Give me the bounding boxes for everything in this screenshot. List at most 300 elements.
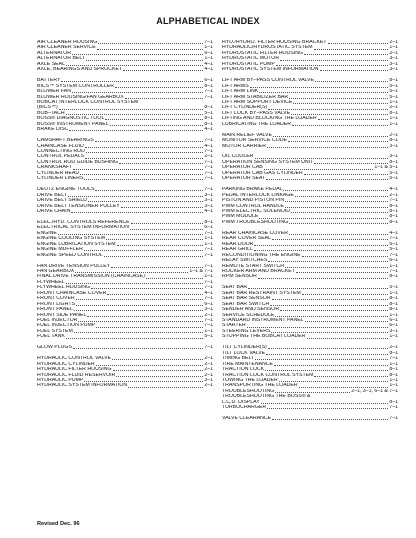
entry-page: 5–1 <box>389 89 398 95</box>
page-title: ALPHABETICAL INDEX <box>156 16 260 26</box>
entry-page: 2–1, 3–1, 6–1 & 7–1 <box>351 388 398 394</box>
entry-page: 7–1 <box>389 356 398 362</box>
dot-leader <box>261 402 389 404</box>
entry-page: 6–1 <box>389 318 398 324</box>
dot-leader <box>76 304 203 306</box>
entry-name: TIMING BELT <box>222 356 255 362</box>
dot-leader <box>280 309 388 311</box>
entry-page: 1–1 & 5–1 <box>374 165 398 171</box>
entry-page: 7–1 <box>204 176 213 182</box>
entry-name: MAIN RELIEF VALVE <box>222 132 272 138</box>
entry-page: 7–1 <box>204 323 213 329</box>
entry-page: 8–1 <box>389 307 398 313</box>
entry-page: 5–1 <box>389 170 398 176</box>
entry-name: MONITOR SERVICE CODE <box>222 138 287 144</box>
dot-leader <box>293 102 388 104</box>
entry-name: SENDER AND SENSOR <box>222 307 280 313</box>
dot-leader <box>302 293 389 295</box>
dot-leader <box>315 80 388 82</box>
dot-leader <box>255 358 388 360</box>
dot-leader <box>95 189 203 191</box>
entry-name: FRONT SIDE PANEL <box>37 312 87 318</box>
entry-name: CRANKSHAFT <box>37 165 73 171</box>
entry-name: CHAINCASE FLUID <box>37 143 84 149</box>
dot-leader <box>72 53 203 55</box>
entry-page: 1–1 <box>389 121 398 127</box>
entry-page: 2–1 <box>389 132 398 138</box>
dot-leader <box>59 108 204 110</box>
dot-leader <box>76 298 204 300</box>
entry-page: 1–1 <box>389 290 398 296</box>
entry-name: MOTOR CARRIER <box>222 143 266 149</box>
entry-name: OPERATOR SEAT <box>222 176 266 182</box>
dot-leader <box>275 391 350 393</box>
dot-leader <box>73 347 203 349</box>
dot-leader <box>128 386 203 388</box>
entry-name: LIFT ARM STABILIZER BAR <box>222 94 289 100</box>
entry-name: OPERATION SENSING SYSTEM UNIT <box>222 159 314 165</box>
entry-page: 3–1 <box>389 143 398 149</box>
entry-page: 8–1 <box>389 350 398 356</box>
dot-leader <box>95 140 204 142</box>
entry-page: 2–1 <box>389 105 398 111</box>
entry-name: DRIVE CHAIN <box>37 209 71 214</box>
entry-name: ALTERNATOR BELT <box>37 56 86 62</box>
dot-leader <box>304 53 388 55</box>
dot-leader <box>85 157 203 159</box>
dot-leader <box>268 260 388 262</box>
entry-page: 5–1 <box>389 83 398 89</box>
dot-leader <box>268 347 389 349</box>
dot-leader <box>285 206 389 208</box>
entry-page: 1–1 <box>389 383 398 389</box>
entry-name: STANDARD INSTRUMENT PANEL <box>222 318 304 324</box>
dot-leader <box>305 320 389 322</box>
entry-name: PWM MODULE <box>222 214 259 220</box>
entry-page: 7–1 <box>389 236 398 242</box>
entry-name: DRIVE BELT SHIELD <box>37 198 87 204</box>
entry-page: 3–1 <box>204 203 213 209</box>
entry-name: CAMSHAFT BEARINGS <box>37 138 94 144</box>
entry-page: 7–1 <box>204 94 213 100</box>
entry-name: FRONT LIGHTS <box>37 301 75 307</box>
entry-page: 4–1 <box>389 187 398 193</box>
dot-leader <box>66 64 203 66</box>
entry-page: 2–1 <box>389 192 398 198</box>
entry-page: 3–1 <box>389 154 398 160</box>
index-column-right <box>222 40 398 422</box>
entry-name: BRAKE DISC <box>37 127 69 133</box>
entry-page: 3–1 <box>204 377 213 383</box>
entry-page: 7–1 <box>204 252 213 258</box>
dot-leader <box>131 222 204 224</box>
dot-leader <box>279 380 389 382</box>
entry-name: BATTERY <box>37 78 61 84</box>
entry-name: BOB–TACH <box>37 110 65 116</box>
entry-page: 5–1 <box>389 176 398 182</box>
entry-page: 7–1 <box>389 268 398 274</box>
dot-leader <box>320 69 389 71</box>
entry-name: GLOW PLUGS <box>37 345 72 351</box>
entry-name: RELAY SWITCHES <box>222 258 268 264</box>
entry-page: 2–1 <box>204 383 213 389</box>
entry-name: TILT CYLINDER(S) <box>222 345 267 351</box>
entry-name: BOSS® INSTRUMENT PANEL <box>37 121 109 127</box>
entry-page: 3–1 <box>389 61 398 67</box>
dot-leader <box>266 353 388 355</box>
entry-name: TROUBLESHOOTING <box>222 388 275 394</box>
dot-leader <box>289 222 388 224</box>
entry-page: 5–1 <box>389 247 398 253</box>
entry-name: HYDROSTATIC PUMP <box>222 61 275 67</box>
entry-name: AIR CLEANER HOUSING <box>37 40 98 45</box>
entry-page: 7–1 <box>204 318 213 324</box>
dot-leader <box>96 364 204 366</box>
dot-leader <box>69 129 203 131</box>
entry-page: 7–1 <box>389 416 398 422</box>
entry-name: STEERING LEVERS <box>222 328 271 334</box>
entry-page: 2–1 <box>389 50 398 56</box>
dot-leader <box>74 309 204 311</box>
entry-page: 7–1 <box>389 405 398 411</box>
entry-page: 8–1 <box>204 105 213 111</box>
dot-leader <box>125 97 204 99</box>
dot-leader <box>80 173 203 175</box>
dot-leader <box>265 369 388 371</box>
entry-name: HYDRAULIC/HYDROSTATIC SYSTEM <box>222 45 313 51</box>
dot-leader <box>272 238 388 240</box>
entry-name: DEUTZ ENGINE TOOLS <box>37 187 95 193</box>
dot-leader <box>314 48 389 50</box>
entry-page: 1–1 <box>389 312 398 318</box>
entry-page: 6–1 <box>204 50 213 56</box>
entry-name: STARTER <box>222 323 246 329</box>
entry-page: 1–1 <box>204 45 213 51</box>
dot-leader <box>98 42 203 44</box>
entry-page: 1–1 <box>204 236 213 242</box>
entry-name: SERVICE SCHEDULE <box>222 312 275 318</box>
dot-leader <box>248 287 388 289</box>
dot-leader <box>267 146 388 148</box>
entry-page: 4–1 <box>389 230 398 236</box>
dot-leader <box>266 178 388 180</box>
entry-page: 6–1 <box>389 258 398 264</box>
entry-page: 7–1 <box>389 252 398 258</box>
entry-name: PWM CONTROL HANDLE <box>222 203 284 209</box>
entry-name: BOSS® DIAGNOSTIC TOOL <box>37 116 105 122</box>
entry-name: PEDAL INTERLOCK LINKAGE <box>222 192 294 198</box>
entry-name: CONTROL PEDALS <box>37 154 85 160</box>
dot-leader <box>291 211 388 213</box>
entry-page: 7–1 <box>204 165 213 171</box>
entry-page: 8–1 <box>389 110 398 116</box>
entry-name: TRACTION LOCK CONTROL SYSTEM <box>222 372 314 378</box>
dot-leader <box>96 326 203 328</box>
entry-name: BICS™ SYSTEM CONTROLLER <box>37 83 114 89</box>
entry-name: FAN DRIVE TENSION PULLEY <box>37 263 111 269</box>
entry-page: 5–1 <box>389 94 398 100</box>
revision-note: Revised Dec. 96 <box>37 521 80 527</box>
entry-page: 6–1 <box>389 323 398 329</box>
entry-name: HYDROSTATIC MOTOR <box>222 56 280 62</box>
dot-leader <box>84 178 203 180</box>
entry-name: REAR COVER SEAL <box>222 236 272 242</box>
entry-page: 7–1 <box>204 149 213 155</box>
entry-name: TOWING THE LOADER <box>222 377 278 383</box>
entry-name: LIFT ARM BY–PASS CONTROL VALVE <box>222 78 314 84</box>
entry-page: 1–1 <box>204 56 213 62</box>
entry-page: 8–1 <box>389 78 398 84</box>
dot-leader <box>254 244 388 246</box>
dot-leader <box>84 380 203 382</box>
entry-name: CYLINDER LINERS <box>37 176 84 182</box>
entry-name: HYDRAULIC CONTROL VALVE <box>37 356 111 362</box>
dot-leader <box>74 331 204 333</box>
entry-page: 7–1 <box>204 40 213 45</box>
dot-leader <box>258 277 388 279</box>
dot-leader <box>254 249 388 251</box>
entry-page: 5–1 <box>204 110 213 116</box>
dot-leader <box>113 369 204 371</box>
entry-name: OPERATOR CAB <box>222 165 263 171</box>
dot-leader <box>255 157 389 159</box>
dot-leader <box>289 233 388 235</box>
entry-name: HYDRAULIC FLUID RESERVOIR <box>37 372 116 378</box>
entry-page: 5–1 <box>204 334 213 340</box>
entry-name: HYDRAULIC PUMP <box>37 377 84 383</box>
entry-name: BLOWER HOUSING/FAN GEARBOX <box>37 94 124 100</box>
entry-name: HYD./HYDRO. FILTER HOUSING BRACKET <box>222 40 327 45</box>
dot-leader <box>296 271 388 273</box>
index-entry[interactable] <box>222 416 398 421</box>
dot-leader <box>86 151 204 153</box>
dot-leader <box>275 315 388 317</box>
dot-leader <box>295 195 388 197</box>
entry-page: 1–1 <box>204 328 213 334</box>
entry-page: 2–1 <box>389 345 398 351</box>
entry-page: 8–1 <box>204 121 213 127</box>
entry-page: 6–1 <box>204 301 213 307</box>
dot-leader <box>87 315 203 317</box>
dot-leader <box>259 91 388 93</box>
dot-leader <box>97 48 204 50</box>
entry-page: 1–1 <box>389 99 398 105</box>
entry-name: SEAT BAR SWITCH <box>222 301 270 307</box>
entry-name: (BICS™) <box>37 105 58 111</box>
dot-leader <box>111 266 203 268</box>
entry-name: CONTROL ROD GUIDE BUSHING <box>37 159 119 165</box>
entry-page: 7–1 <box>204 187 213 193</box>
dot-leader <box>272 418 388 420</box>
dot-leader <box>66 113 204 115</box>
entry-page: 6–1 <box>204 78 213 84</box>
dot-leader <box>283 189 388 191</box>
entry-name: HYDRAULIC FILTER HOUSING <box>37 367 112 373</box>
entry-page: 2–1 <box>204 367 213 373</box>
entry-page: 8–1 <box>389 367 398 373</box>
entry-name: LIFT ARMS <box>222 83 249 89</box>
entry-name: AXLE SEAL <box>37 61 65 67</box>
entry-page: 5–1 <box>389 241 398 247</box>
entry-name: TRACTION LOCK <box>222 367 265 373</box>
dot-leader <box>84 249 204 251</box>
entry-page: 1–1 <box>389 116 398 122</box>
dot-leader <box>61 80 203 82</box>
entry-page: 8–1 <box>389 203 398 209</box>
entry-name: ENGINE COOLING SYSTEM <box>37 236 106 242</box>
entry-name: FUEL INJECTION PUMP <box>37 323 96 329</box>
entry-name: RPM SENSOR <box>222 274 257 280</box>
entry-page: 7–1 <box>204 279 213 285</box>
dot-leader <box>86 59 203 61</box>
entry-name: LUBRICATING THE LOADER <box>222 121 291 127</box>
entry-name: FUEL TANK <box>37 334 65 340</box>
dot-leader <box>259 217 388 219</box>
entry-name: TILT LOCK VALVE <box>222 350 266 356</box>
dot-leader <box>304 173 389 175</box>
entry-name: CYLINDER HEAD <box>37 170 80 176</box>
entry-name: ROCKER ARM AND BRACKET <box>222 268 295 274</box>
entry-name: REAR DOOR <box>222 241 254 247</box>
dot-leader <box>78 320 203 322</box>
dot-leader <box>66 282 204 284</box>
entry-name: TROUBLESHOOTING THE BOSS® & <box>222 394 311 400</box>
entry-name: TRANSPORTING THE LOADER <box>222 383 298 389</box>
dot-leader <box>267 407 388 409</box>
dot-leader <box>146 277 204 279</box>
entry-page: 2–1 <box>204 361 213 367</box>
entry-page: 7–1 <box>204 247 213 253</box>
entry-name: PWM ELECTRIC SOLENOID <box>222 208 291 214</box>
entry-page: 4–1 <box>204 127 213 133</box>
dot-leader <box>314 375 388 377</box>
dot-leader <box>105 118 203 120</box>
entry-page: 1–1 <box>389 377 398 383</box>
dot-leader <box>119 162 203 164</box>
dot-leader <box>264 168 374 170</box>
entry-name: FRONT COVER <box>37 296 75 302</box>
dot-leader <box>121 206 204 208</box>
dot-leader <box>68 195 203 197</box>
entry-name: FLYWHEEL <box>37 279 65 285</box>
entry-page: 7–1 <box>204 285 213 291</box>
dot-leader <box>104 255 204 257</box>
dot-leader <box>75 271 188 273</box>
entry-page: 8–1 <box>389 301 398 307</box>
entry-name: FRONT CHAINCASE COVER <box>37 290 107 296</box>
entry-page: 2–1 <box>204 154 213 160</box>
dot-leader <box>270 304 388 306</box>
entry-page: 8–1 <box>389 296 398 302</box>
dot-leader <box>302 255 389 257</box>
entry-name: HYDROSTATIC FILTER HOUSING <box>222 50 303 56</box>
entry-page: 1–1 <box>204 241 213 247</box>
dot-leader <box>115 86 203 88</box>
entry-page: 1–1 <box>389 263 398 269</box>
entry-name: HYDRAULIC CYLINDER <box>37 361 95 367</box>
entry-name: ENGINE <box>37 230 57 236</box>
entry-name: BOBCAT INTERLOCK CONTROL SYSTEM <box>37 99 139 105</box>
entry-page: 2–1 <box>389 40 398 45</box>
entry-name: ELEC./HYD. CONTROLS REFERENCE <box>37 219 130 225</box>
entry-name: DRIVE BELT TENSIONER PULLEY <box>37 203 120 209</box>
entry-page: 7–1 <box>204 138 213 144</box>
entry-page: 8–1 <box>389 372 398 378</box>
entry-name: FAN GEARBOX <box>37 268 75 274</box>
entry-name: SEAT BAR <box>222 285 248 291</box>
entry-name: ELECTRICAL SYSTEM INFORMATION <box>37 225 129 231</box>
dot-leader <box>112 358 203 360</box>
dot-leader <box>280 59 388 61</box>
entry-name: ENGINE MUFFLER <box>37 247 83 253</box>
entry-page: 8–1 <box>389 159 398 165</box>
entry-name: RECONDITIONING THE ENGINE <box>222 252 301 258</box>
dot-leader <box>314 162 388 164</box>
dot-leader <box>247 326 389 328</box>
dot-leader <box>273 135 388 137</box>
dot-leader <box>272 298 389 300</box>
dot-leader <box>268 108 388 110</box>
entry-page: 2–1 <box>204 356 213 362</box>
entry-page: 4–1 <box>204 290 213 296</box>
entry-name: REMOTE START SWITCH <box>222 263 284 269</box>
entry-page: 8–1 <box>204 116 213 122</box>
dot-leader <box>123 69 203 71</box>
entry-page: 8–1 <box>389 274 398 280</box>
dot-leader <box>91 287 203 289</box>
entry-page: 7–1 <box>204 345 213 351</box>
entry-page: 4–1 <box>204 61 213 67</box>
dot-leader <box>274 364 388 366</box>
entry-page: 1–1 <box>389 361 398 367</box>
entry-name: CONNECTING ROD <box>37 149 85 155</box>
entry-name: HYDRAULIC SYSTEM INFORMATION <box>37 383 128 389</box>
entry-name: ALTERNATOR <box>37 50 72 56</box>
entry-name: AXLE, BEARINGS AND SPROCKET <box>37 67 123 73</box>
dot-leader <box>116 375 203 377</box>
entry-page: 4–1 <box>204 67 213 73</box>
entry-name: FINAL DRIVE TRANSMISSION (CHAINCASE) <box>37 274 145 280</box>
dot-leader <box>66 337 203 339</box>
entry-name: LIFT ARM LINK <box>222 89 259 95</box>
entry-page: 7–1 <box>389 198 398 204</box>
index-entry[interactable] <box>37 383 213 388</box>
entry-page: 7–1 <box>204 263 213 269</box>
entry-page: 1–1 <box>204 274 213 280</box>
dot-leader <box>107 293 203 295</box>
entry-page: 3–1 <box>389 67 398 73</box>
entry-name: REAR CHAINCASE COVER <box>222 230 289 236</box>
entry-name: FUEL INJECTOR <box>37 318 78 324</box>
entry-page: 3–1 <box>389 56 398 62</box>
entry-name: ENGINE LUBRICATION SYSTEM <box>37 241 116 247</box>
dot-leader <box>117 244 204 246</box>
entry-page: 7–1 <box>204 170 213 176</box>
entry-page: 2–1 <box>204 312 213 318</box>
entry-name: TIRE MAINTENANCE <box>222 361 274 367</box>
entry-name: LIFT CYLINDER(S) <box>222 105 268 111</box>
entry-page: 1–1 <box>389 45 398 51</box>
entry-page: 8–1 <box>389 219 398 225</box>
entry-name: DRIVE BELT <box>37 192 67 198</box>
entry-page: 8–1 <box>389 208 398 214</box>
dot-leader <box>328 42 389 44</box>
entry-page: 8–1 <box>389 214 398 220</box>
entry-name: PWM TROUBLESHOOTING <box>222 219 289 225</box>
entry-name: OIL COOLER <box>222 154 254 160</box>
entry-page: 7–1 <box>204 230 213 236</box>
entry-page: 1–1 & 7–1 <box>189 268 213 274</box>
